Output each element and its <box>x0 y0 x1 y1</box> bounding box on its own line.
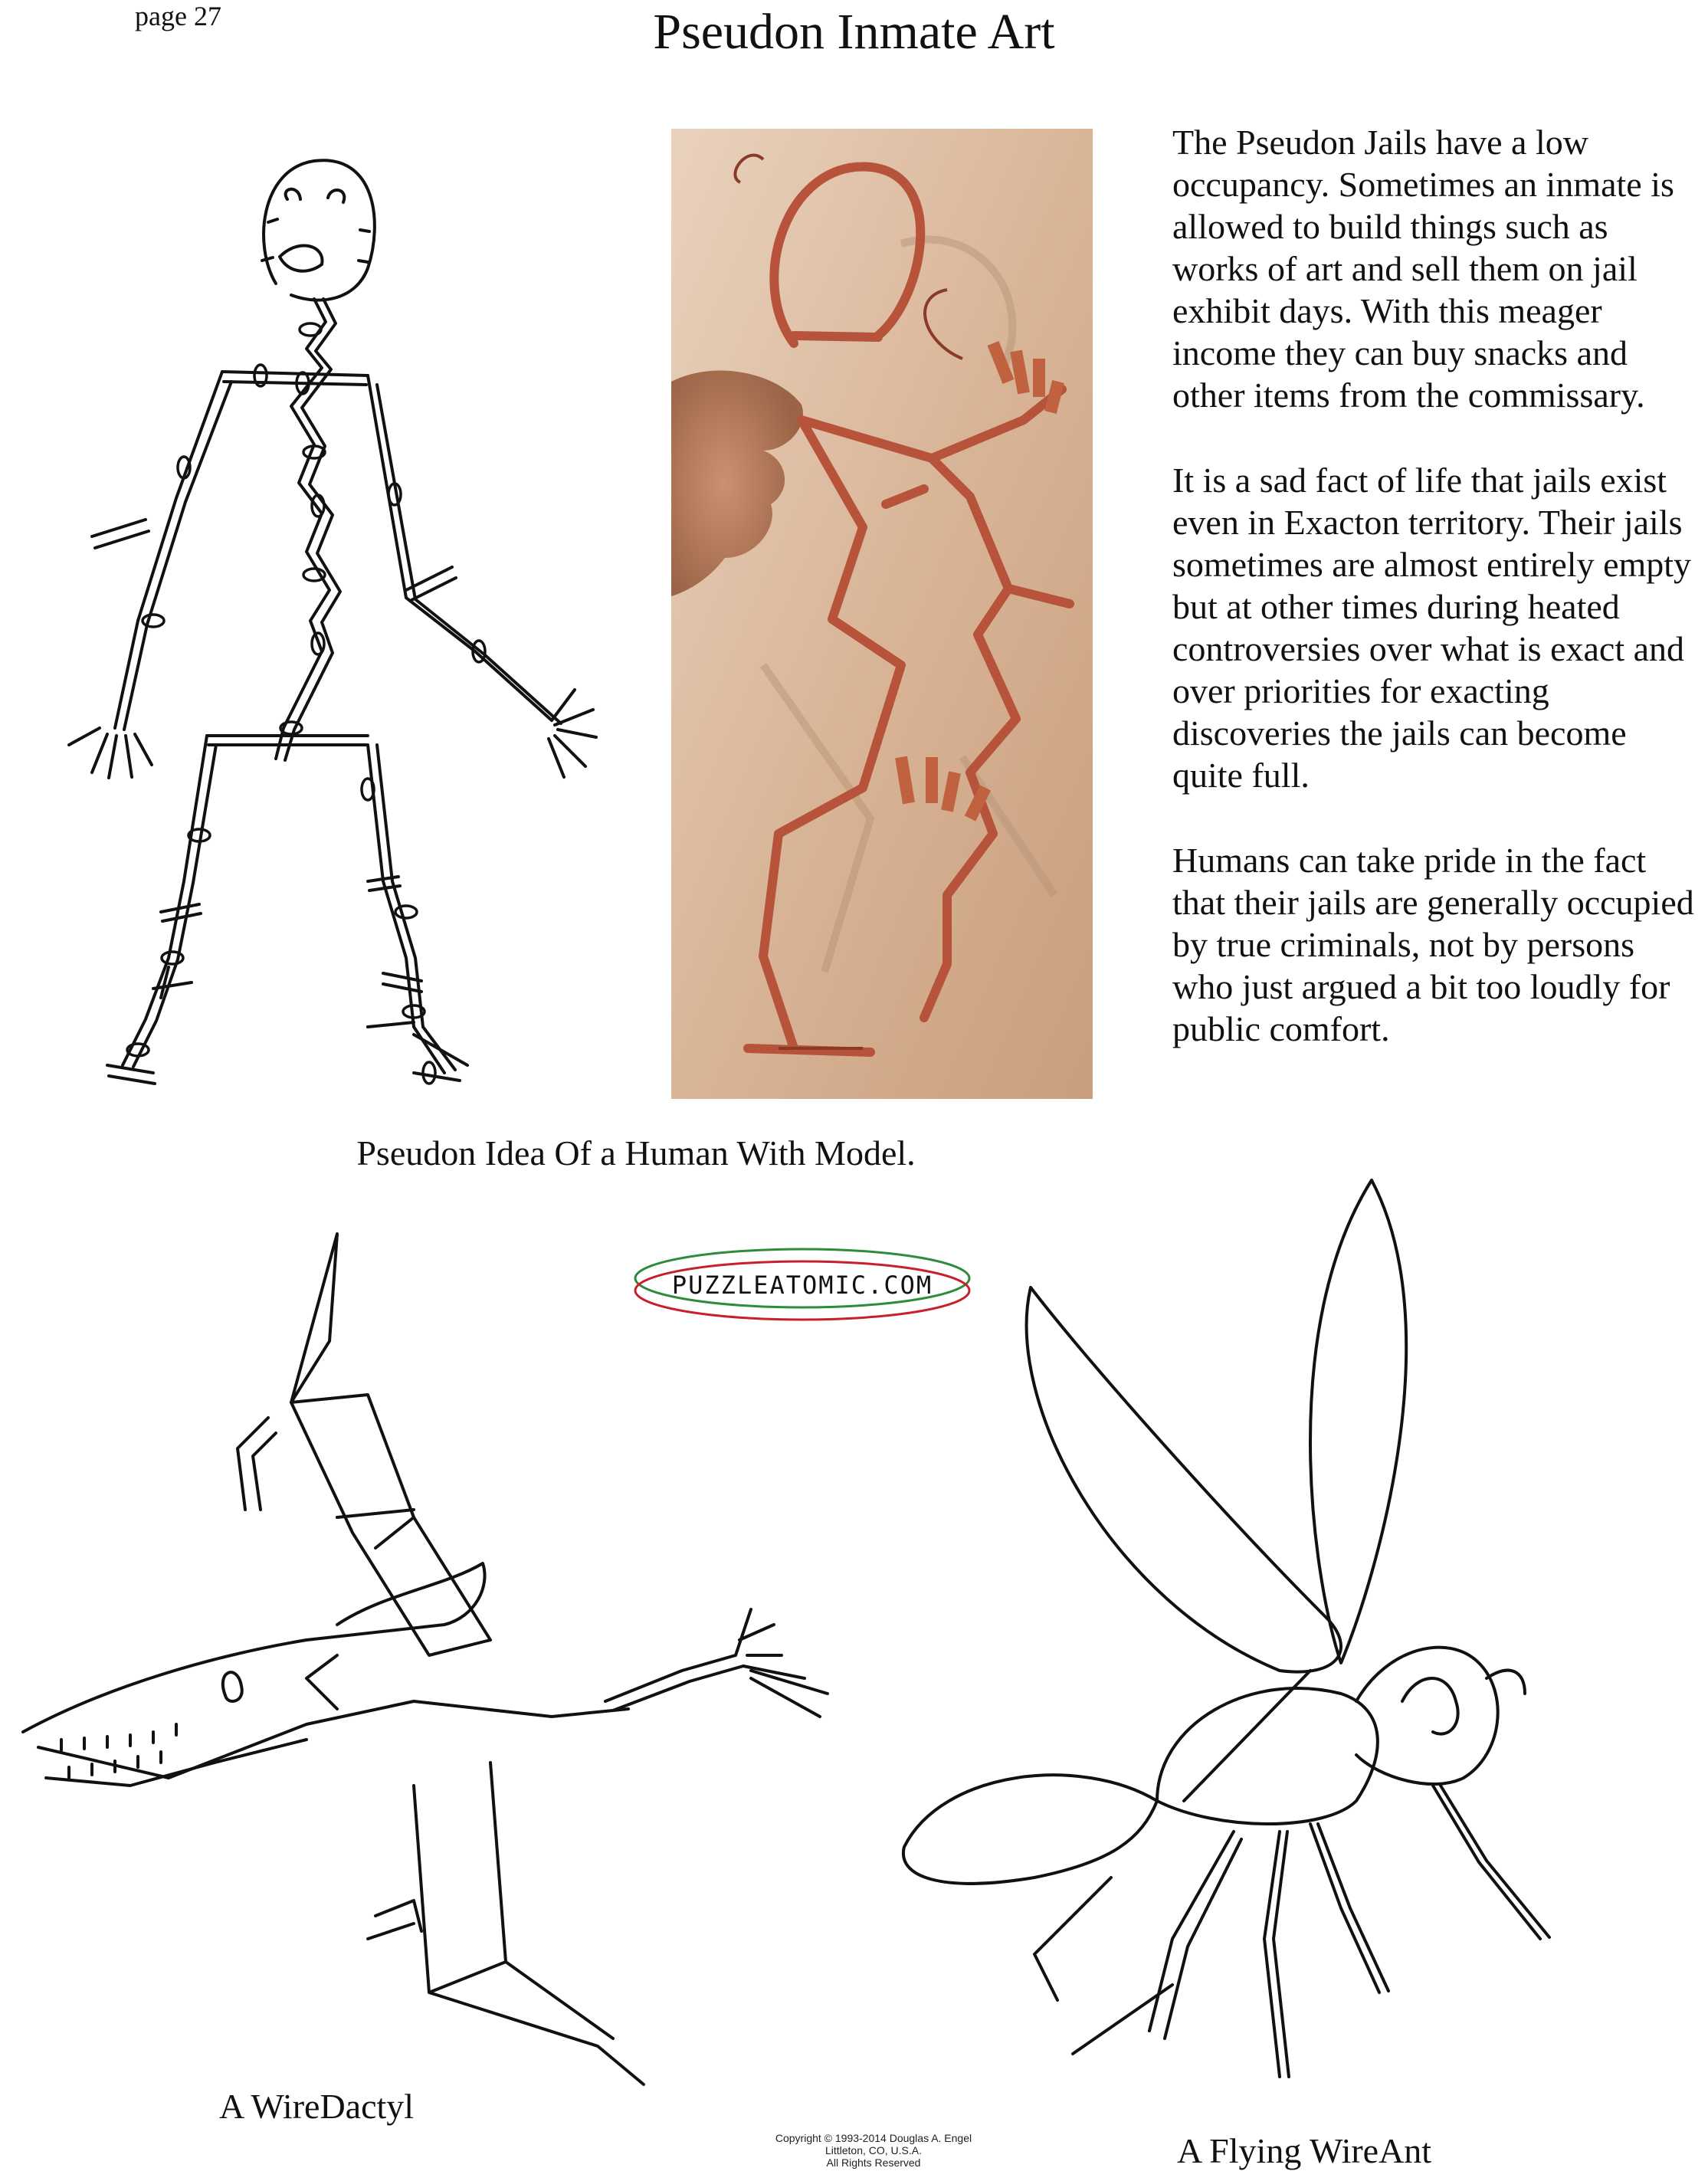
caption-ant: A Flying WireAnt <box>1177 2131 1432 2170</box>
caption-dactyl: A WireDactyl <box>219 2087 415 2126</box>
wiredactyl-drawing <box>15 1226 874 2092</box>
body-text <box>1172 121 1701 1093</box>
page-number: page 27 <box>135 1 221 31</box>
human-wire-drawing <box>46 146 628 1096</box>
copyright-notice <box>705 2132 1042 2169</box>
wire-model-photo <box>671 129 1093 1099</box>
caption-human: Pseudon Idea Of a Human With Model. <box>356 1133 916 1172</box>
paragraph-1: The Pseudon Jails have a low occupancy. Sometimes an inmate is allowed to build things such as works of art and sell them on jail exhibit days. With this meager income they can buy snacks and other items from the commissary. <box>1172 123 1674 415</box>
copyright-line: Copyright © 1993-2014 Douglas A. Engel <box>775 2132 972 2144</box>
copyright-location: Littleton, CO, U.S.A. <box>824 2144 923 2156</box>
paragraph-2: It is a sad fact of life that jails exist even in Exacton territory. Their jails sometimes are almost entirely empty but at other times during heated controversies over what is exact and over priorities for exacting discoveries the jails can become quite full. <box>1172 461 1692 795</box>
paragraph-3: Humans can take pride in the fact that their jails are generally occupied by true criminals, not by persons who just argued a bit too loudly for public comfort. <box>1172 841 1694 1048</box>
logo-text: PUZZLEATOMIC.COM <box>671 1271 933 1300</box>
flying-wireant-drawing <box>881 1172 1701 2138</box>
copyright-rights: All Rights Reserved <box>826 2156 921 2169</box>
page-title: Pseudon Inmate Art <box>653 4 1055 60</box>
